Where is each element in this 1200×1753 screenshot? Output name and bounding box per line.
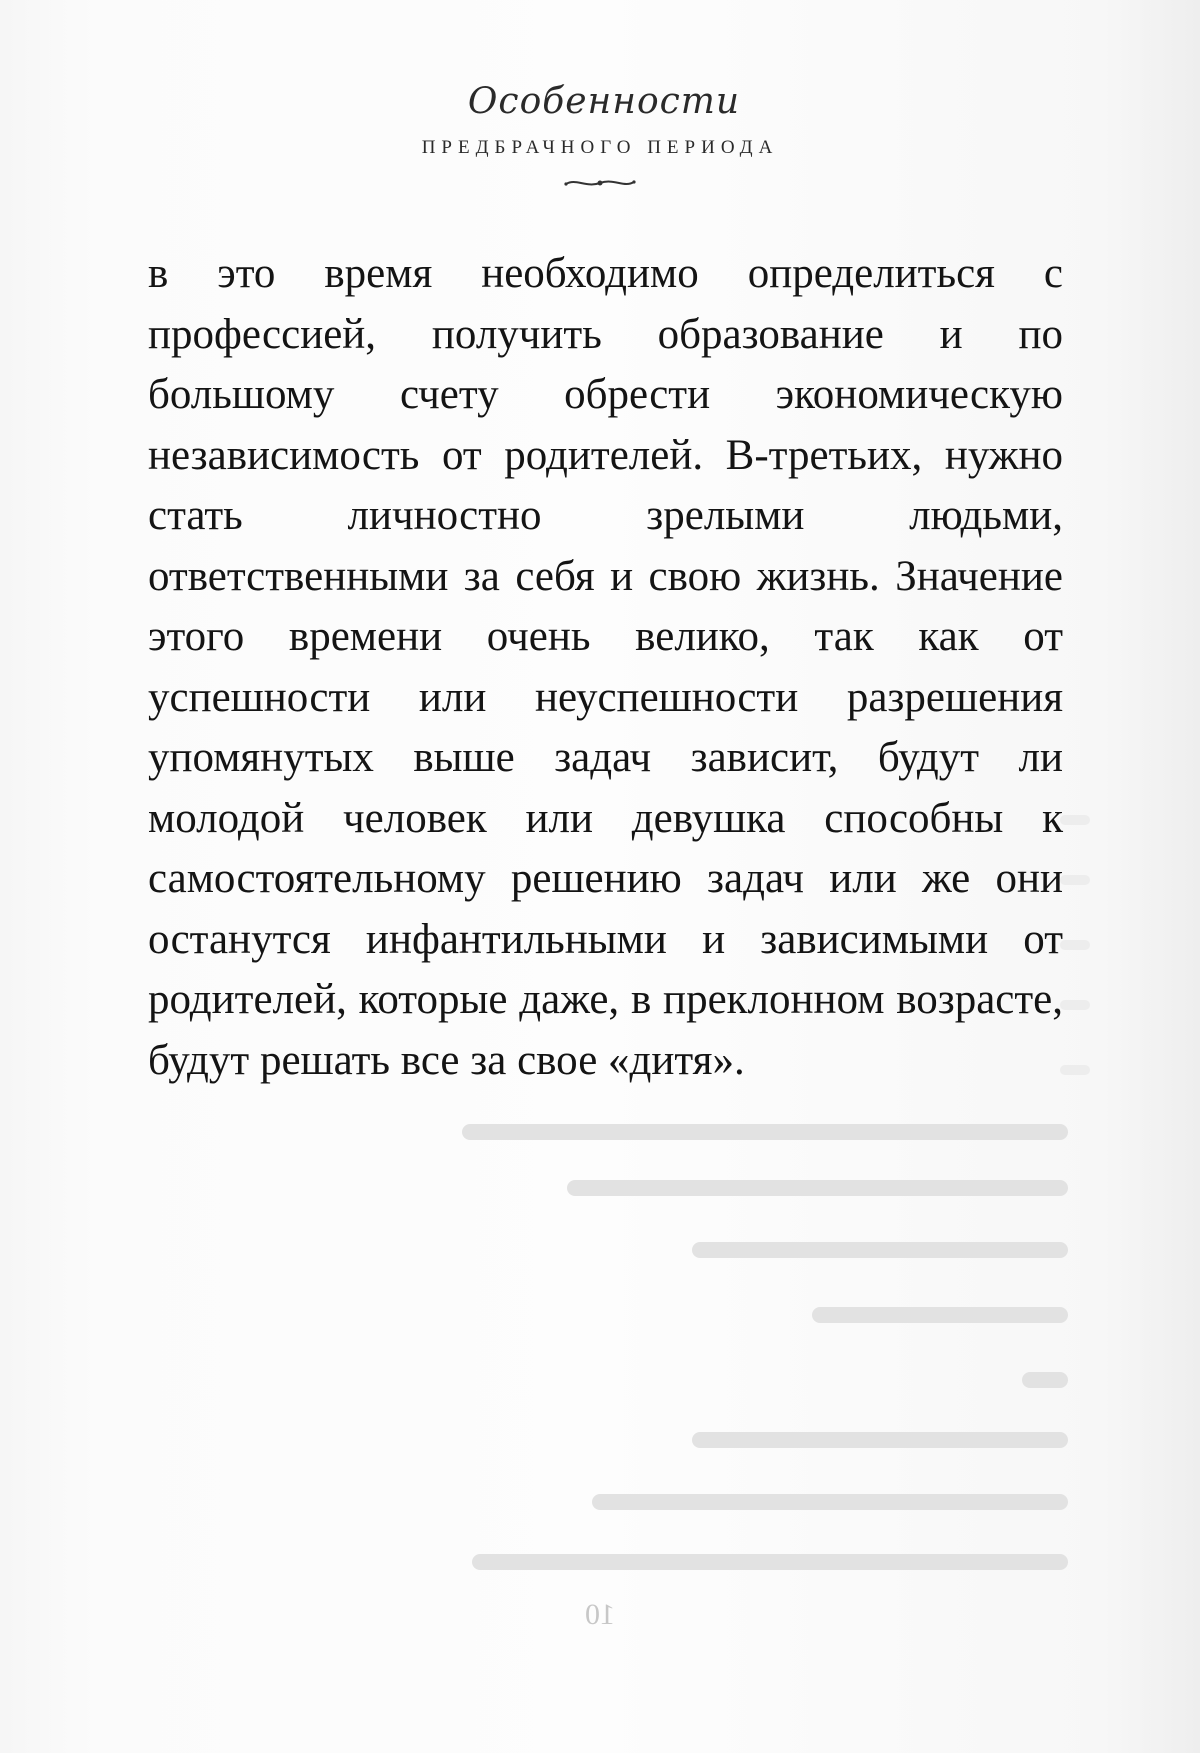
ornament-divider-icon — [560, 176, 640, 190]
running-header — [0, 80, 1200, 190]
body-paragraph: в это время необходимо определиться с профессией, получить образование и по большому счету обрести экономическую независимость от родителей. В-третьих, нужно стать личностно зрелыми людьми, ответственными за себя и свою жизнь. Значение этого времени очень велико, так как от успешности или неуспешности разрешения упомянутых выше задач зависит, будут ли молодой человек или девушка способны к самостоятельному решению задач или же они останутся инфантильными и зависимыми от родителей, которые даже, в преклонном возрасте, будут решать все за свое «дитя». — [148, 250, 1063, 1084]
page-number: 10 — [585, 1598, 615, 1631]
chapter-title: Особенности — [467, 81, 741, 122]
chapter-subtitle: ПРЕДБРАЧНОГО ПЕРИОДА — [421, 137, 779, 158]
